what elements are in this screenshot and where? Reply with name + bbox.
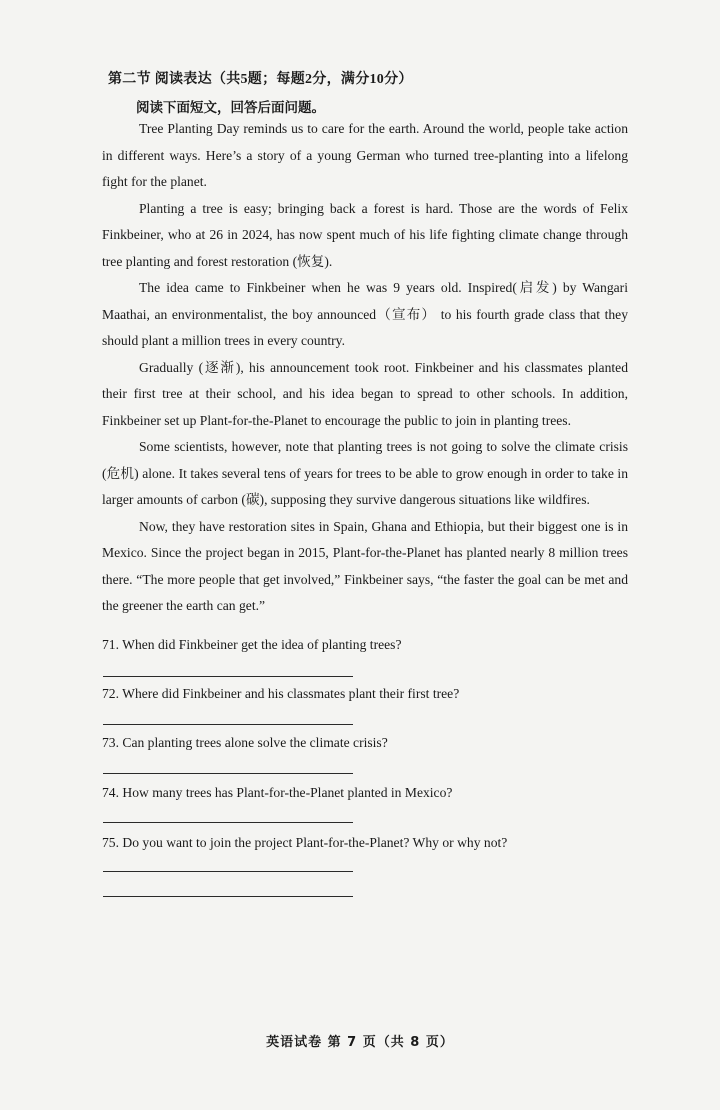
- question-71: 71. When did Finkbeiner get the idea of planting trees?: [102, 637, 402, 652]
- reading-passage: [102, 116, 628, 620]
- section-heading: 第二节 阅读表达（共5题；每题2分，满分10分）: [108, 72, 413, 87]
- passage-paragraph: Now, they have restoration sites in Spain, Ghana and Ethiopia, but their biggest one is in Mexico. Since the project began in 2015, Plant-for-the-Planet has planted nearly 8 million trees there. “The more people that get involved,” Finkbeiner says, “the faster the goal can be met and the greener the earth can get.”: [102, 518, 628, 613]
- passage-paragraph: Tree Planting Day reminds us to care for the earth. Around the world, people take action in different ways. Here’s a story of a young German who turned tree-planting into a lifelong fight for the planet.: [102, 121, 628, 189]
- page-footer: 英语试卷 第 7 页（共 8 页）: [266, 1035, 454, 1050]
- question-75: 75. Do you want to join the project Plant-for-the-Planet? Why or why not?: [102, 835, 508, 850]
- answer-line-71[interactable]: [103, 676, 353, 677]
- answer-line-72[interactable]: [103, 724, 353, 725]
- question-72: 72. Where did Finkbeiner and his classmates plant their first tree?: [102, 686, 460, 701]
- passage-paragraph: Planting a tree is easy; bringing back a forest is hard. Those are the words of Felix Finkbeiner, who at 26 in 2024, has now spent much of his life fighting climate change through tree planting and forest restoration (恢复).: [102, 200, 628, 269]
- answer-line-74[interactable]: [103, 822, 353, 823]
- question-73: 73. Can planting trees alone solve the climate crisis?: [102, 735, 388, 750]
- passage-paragraph: The idea came to Finkbeiner when he was 9 years old. Inspired(启发) by Wangari Maathai, an environmentalist, the boy announced（宣布） to his fourth grade class that they should plant a million trees in every country.: [102, 280, 628, 348]
- answer-line-73[interactable]: [103, 773, 353, 774]
- answer-line-75b[interactable]: [103, 896, 353, 897]
- section-instruction: 阅读下面短文，回答后面问题。: [136, 100, 325, 115]
- passage-paragraph: Gradually (逐渐), his announcement took root. Finkbeiner and his classmates planted their first tree at their school, and his idea began to spread to other schools. In addition, Finkbeiner set up Plant-for-the-Planet to encourage the public to join in planting trees.: [102, 359, 628, 428]
- question-74: 74. How many trees has Plant-for-the-Planet planted in Mexico?: [102, 785, 453, 800]
- passage-paragraph: Some scientists, however, note that planting trees is not going to solve the climate crisis (危机) alone. It takes several tens of years for trees to be able to grow enough in order to take in larger amounts of carbon (碳), supposing they survive dangerous situations like wildfires.: [102, 439, 628, 507]
- answer-line-75a[interactable]: [103, 871, 353, 872]
